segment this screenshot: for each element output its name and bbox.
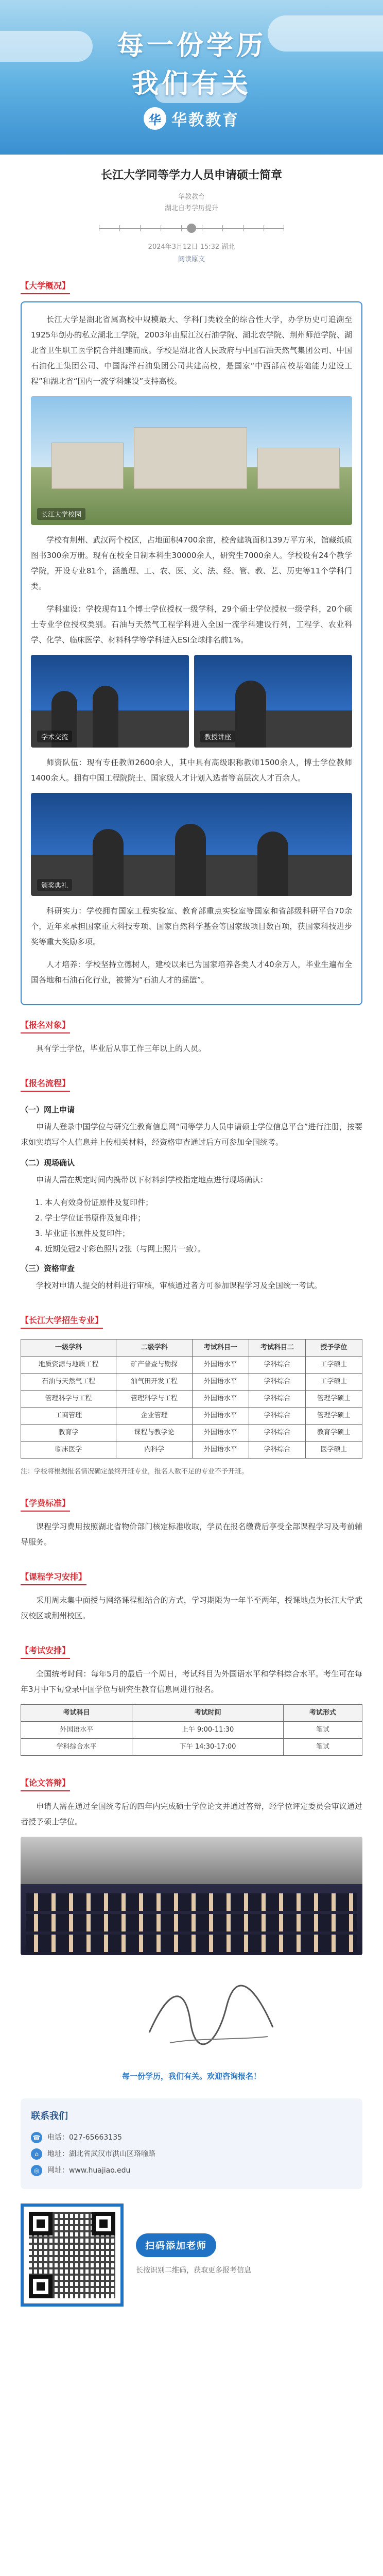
qr-badge: 扫码添加老师	[136, 2233, 216, 2257]
contact-card	[21, 2098, 362, 2189]
table-note: 注：学校将根据报名情况确定最终开班专业，报名人数不足的专业不予开班。	[21, 1468, 249, 1476]
table-cell: 教育学硕士	[305, 1425, 362, 1442]
intro-section	[0, 266, 383, 1005]
campus-photo	[31, 396, 352, 525]
brand-name: 华教教育	[171, 111, 239, 129]
author-name[interactable]: 华教教育	[178, 193, 205, 201]
process-section	[0, 1063, 383, 1293]
source-name[interactable]: 湖北自考学历提升	[164, 205, 218, 212]
list-item: 3. 毕业证书原件及复印件；	[35, 1229, 130, 1238]
list-item: 4. 近期免冠2寸彩色照片2张（与网上照片一致）。	[35, 1244, 205, 1253]
read-original-link[interactable]: 阅读原文	[178, 256, 205, 263]
table-cell: 工商管理	[21, 1408, 116, 1425]
signature-graphic	[21, 1965, 362, 2069]
table-cell: 外国语水平	[192, 1408, 249, 1425]
table-header: 考试科目一	[192, 1340, 249, 1357]
schedule-text: 采用周末集中面授与网络课程相结合的方式，学习期限为一年半至两年，授课地点为长江大学武汉校区或荆州校区。	[21, 1596, 362, 1620]
table-row	[21, 1374, 362, 1391]
table-cell: 油气田开发工程	[116, 1374, 193, 1391]
qr-side	[136, 2233, 362, 2277]
table-cell: 学科综合	[249, 1442, 305, 1459]
step-title: （一）网上申请	[21, 1105, 75, 1114]
table-cell: 内科学	[116, 1442, 193, 1459]
table-header: 考试科目二	[249, 1340, 305, 1357]
qr-hint: 长按识别二维码，获取更多报考信息	[136, 2266, 251, 2275]
qr-finder-icon	[29, 2212, 53, 2235]
table-cell: 管理学硕士	[305, 1408, 362, 1425]
contact-website[interactable]	[31, 2162, 352, 2179]
list-item: 2. 学士学位证书原件及复印件；	[35, 1213, 146, 1223]
table-cell: 笔试	[283, 1739, 362, 1756]
schedule-section	[0, 1557, 383, 1623]
brand-lockup	[0, 107, 383, 130]
photo-row	[31, 655, 352, 748]
graduation-photo	[21, 1837, 362, 1955]
table-header: 二级学科	[116, 1340, 193, 1357]
table-cell: 外国语水平	[192, 1425, 249, 1442]
page-title: 长江大学同等学力人员申请硕士简章	[100, 169, 282, 182]
table-cell: 外国语水平	[192, 1357, 249, 1374]
photo-caption: 学术交流	[37, 731, 72, 742]
section-label: 【学费标准】	[21, 1497, 70, 1512]
table-cell: 临床医学	[21, 1442, 116, 1459]
exam-table	[21, 1704, 362, 1756]
section-label: 【考试安排】	[21, 1644, 70, 1659]
table-row	[21, 1391, 362, 1408]
list-item: 1. 本人有效身份证原件及复印件；	[35, 1198, 153, 1207]
event-photo	[31, 793, 352, 896]
qr-finder-icon	[29, 2275, 53, 2298]
step-title: （三）资格审查	[21, 1264, 75, 1273]
table-cell: 学科综合	[249, 1357, 305, 1374]
table-cell: 教育学	[21, 1425, 116, 1442]
photo-caption: 长江大学校园	[37, 508, 85, 520]
table-cell: 管理科学与工程	[116, 1391, 193, 1408]
phone-icon: ☎	[31, 2132, 42, 2143]
majors-section	[0, 1300, 383, 1478]
section-label: 【论文答辩】	[21, 1776, 70, 1791]
table-cell: 工学硕士	[305, 1357, 362, 1374]
intro-paragraph: 学科建设：学校现有11个博士学位授权一级学科，29个硕士学位授权一级学科，20个硕士专业学位授权类别。石油与天然气工程学科进入全国一流学科建设行列，工程学、农业科学、化学、临床医学、材料科学等学科进入ESI全球排名前1%。	[31, 604, 352, 645]
date-line	[21, 241, 362, 266]
intro-box	[21, 301, 362, 1005]
table-cell: 学科综合	[249, 1408, 305, 1425]
signup-section	[0, 1005, 383, 1056]
table-cell: 外国语水平	[21, 1722, 132, 1739]
ruler-marker-icon	[187, 224, 196, 233]
section-label: 【报名对象】	[21, 1019, 70, 1033]
table-row	[21, 1425, 362, 1442]
fees-text: 课程学习费用按照湖北省物价部门核定标准收取，学员在报名缴费后享受全部课程学习及考前辅导服务。	[21, 1522, 362, 1547]
fees-section	[0, 1483, 383, 1550]
qr-area	[21, 2204, 362, 2307]
intro-paragraph: 长江大学是湖北省属高校中规模最大、学科门类较全的综合性大学，办学历史可追溯至1925年创办的私立湖北工学院，2003年由原江汉石油学院、湖北农学院、荆州师范学院、湖北省卫生职工医学院合并组建而成。学校是湖北省人民政府与中国石油天然气集团公司、中国石油化工集团公司、中国海洋石油集团公司共建高校，是国家“中西部高校基础能力建设工程”和湖北省“国内一流学科建设”支持高校。	[31, 315, 352, 386]
section-label: 【大学概况】	[21, 279, 70, 294]
exam-text: 全国统考时间：每年5月的最后一个周日，考试科目为外国语水平和学科综合水平。考生可在每年3月中下旬登录中国学位与研究生教育信息网进行报名。	[21, 1669, 362, 1694]
address-text: 地址：湖北省武汉市洪山区珞喻路	[47, 2150, 155, 2158]
closing-text: 每一份学历，我们有关。欢迎咨询报名！	[121, 2072, 261, 2081]
table-cell: 医学硕士	[305, 1442, 362, 1459]
table-row	[21, 1739, 362, 1756]
table-cell: 学科综合水平	[21, 1739, 132, 1756]
table-cell: 学科综合	[249, 1425, 305, 1442]
signup-text: 具有学士学位，毕业后从事工作三年以上的人员。	[36, 1044, 206, 1053]
phone-text: 电话：027-65663135	[47, 2133, 123, 2142]
step-text: 申请人登录中国学位与研究生教育信息网“同等学力人员申请硕士学位信息平台”进行注册，按要求如实填写个人信息并上传相关材料，经资格审查通过后方可参加全国统考。	[21, 1122, 362, 1147]
table-header: 考试时间	[132, 1705, 284, 1722]
table-cell: 下午 14:30-17:00	[132, 1739, 284, 1756]
contact-address	[31, 2146, 352, 2162]
publish-date: 2024年3月12日 15:32 湖北	[148, 243, 235, 251]
contact-title: 联系我们	[31, 2111, 68, 2122]
table-cell: 学科综合	[249, 1391, 305, 1408]
globe-icon: ◎	[31, 2165, 42, 2176]
section-label: 【报名流程】	[21, 1077, 70, 1092]
intro-paragraph: 学校有荆州、武汉两个校区，占地面积4700余亩，校舍建筑面积139万平方米，馆藏纸质图书300余万册。现有在校全日制本科生30000余人，研究生7000余人。学校设有24个教学学院，开设专业81个，涵盖理、工、农、医、文、法、经、管、教、艺、历史等11个学科门类。	[31, 535, 352, 591]
intro-paragraph: 师资队伍：现有专任教师2600余人，其中具有高级职称教师1500余人，博士学位教师1400余人。拥有中国工程院院士、国家级人才计划入选者等高层次人才百余人。	[31, 758, 352, 783]
qr-finder-icon	[92, 2212, 115, 2235]
section-label: 【课程学习安排】	[21, 1570, 86, 1585]
table-cell: 外国语水平	[192, 1374, 249, 1391]
step-title: （二）现场确认	[21, 1158, 75, 1167]
header-banner	[0, 0, 383, 155]
location-icon: ⌂	[31, 2148, 42, 2160]
table-cell: 管理科学与工程	[21, 1391, 116, 1408]
table-row	[21, 1442, 362, 1459]
section-label: 【长江大学招生专业】	[21, 1314, 103, 1329]
thesis-section	[0, 1763, 383, 2084]
title-area	[0, 155, 383, 266]
table-row	[21, 1722, 362, 1739]
table-header: 考试形式	[283, 1705, 362, 1722]
table-cell: 笔试	[283, 1722, 362, 1739]
table-cell: 企业管理	[116, 1408, 193, 1425]
banner-slogan-line2: 我们有关	[131, 68, 251, 99]
divider-ruler	[99, 223, 284, 234]
website-text: 网址：www.huajiao.edu	[47, 2166, 131, 2175]
table-header: 考试科目	[21, 1705, 132, 1722]
table-cell: 外国语水平	[192, 1442, 249, 1459]
photo-caption: 颁奖典礼	[37, 879, 72, 891]
event-photo	[194, 655, 352, 748]
step-text: 申请人需在规定时间内携带以下材料到学校指定地点进行现场确认：	[36, 1175, 268, 1184]
table-header: 一级学科	[21, 1340, 116, 1357]
intro-paragraph: 科研实力：学校拥有国家工程实验室、教育部重点实验室等国家和省部级科研平台70余个，近年来承担国家重大科技专项、国家自然科学基金等国家级项目数百项，获国家科技进步奖等重大奖励多项。	[31, 906, 352, 946]
contact-phone[interactable]	[31, 2129, 352, 2146]
table-cell: 学科综合	[249, 1374, 305, 1391]
thesis-text: 申请人需在通过全国统考后的四年内完成硕士学位论文并通过答辩，经学位评定委员会审议通过者授予硕士学位。	[21, 1802, 362, 1826]
table-cell: 工学硕士	[305, 1374, 362, 1391]
table-cell: 课程与教学论	[116, 1425, 193, 1442]
banner-slogan-line1: 每一份学历	[116, 30, 266, 61]
brand-logo-icon: 华	[144, 107, 166, 130]
step-text: 学校对申请人提交的材料进行审核，审核通过者方可参加课程学习及全国统一考试。	[36, 1281, 322, 1290]
table-cell: 地质资源与地质工程	[21, 1357, 116, 1374]
author-line	[21, 192, 362, 214]
table-cell: 矿产普查与勘探	[116, 1357, 193, 1374]
table-row	[21, 1408, 362, 1425]
photo-caption: 教授讲座	[200, 731, 235, 742]
table-cell: 上午 9:00-11:30	[132, 1722, 284, 1739]
intro-paragraph: 人才培养：学校坚持立德树人，建校以来已为国家培养各类人才40余万人，毕业生遍布全国各地和石油石化行业，被誉为“石油人才的摇篮”。	[31, 960, 352, 985]
signature-icon	[139, 1976, 283, 2058]
exam-section	[0, 1631, 383, 1756]
majors-table	[21, 1339, 362, 1459]
table-row	[21, 1357, 362, 1374]
materials-list	[21, 1195, 362, 1257]
event-photo	[31, 655, 189, 748]
qr-code[interactable]	[21, 2204, 124, 2307]
table-cell: 外国语水平	[192, 1391, 249, 1408]
table-cell: 管理学硕士	[305, 1391, 362, 1408]
table-header: 授予学位	[305, 1340, 362, 1357]
table-cell: 石油与天然气工程	[21, 1374, 116, 1391]
